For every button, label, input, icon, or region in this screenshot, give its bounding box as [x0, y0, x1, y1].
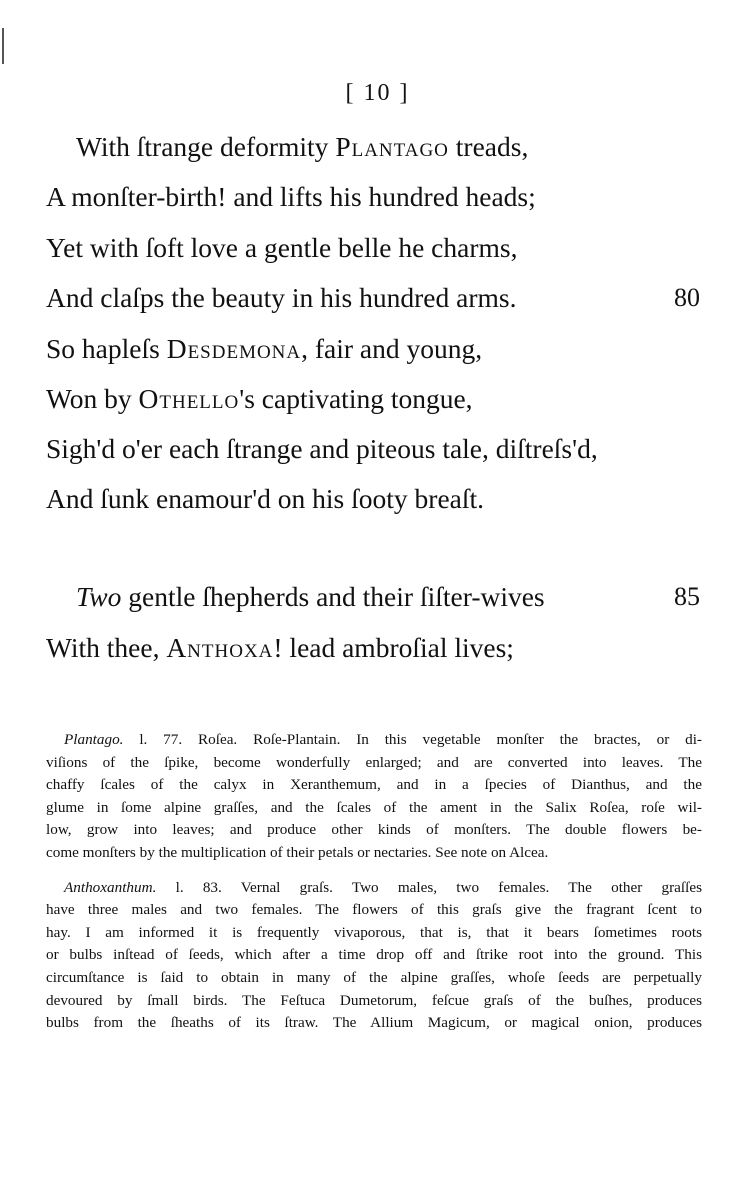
- note-line: bulbs from the ſheaths of its ſtraw. The Allium Magicum, or magical onion, produces: [46, 1014, 702, 1032]
- note-text: l. 83. Vernal graſs. Two males, two females. The other graſſes: [156, 878, 702, 896]
- note-text: l. 77. Roſea. Roſe-Plantain. In this vegetable monſter the bractes, or di-: [123, 731, 702, 748]
- verse-text: treads,: [448, 131, 529, 162]
- verse-text: 's captivating tongue,: [239, 383, 473, 414]
- verse-text: Sigh'd o'er each ſtrange and piteous tale, diſtreſs'd,: [46, 433, 598, 464]
- footnote-anthoxanthum: [46, 877, 702, 1035]
- verse-text: Won by: [46, 383, 139, 414]
- note-line: low, grow into leaves; and produce other kinds of monſters. The double flowers be-: [46, 821, 702, 839]
- verse-text: So hapleſs: [46, 333, 167, 364]
- verse-text: gentle ſhepherds and their ſiſter-wives: [121, 581, 545, 612]
- footnote-plantago: [46, 729, 702, 865]
- note-line: devoured by ſmall birds. The Feſtuca Dumetorum, feſcue graſs of the buſhes, produces: [46, 991, 702, 1009]
- note-line: [46, 729, 702, 752]
- verse-text: Yet with ſoft love a gentle belle he charms,: [46, 232, 518, 263]
- verse-line: [46, 180, 686, 214]
- margin-mark: [2, 28, 4, 64]
- line-number: 80: [674, 283, 700, 312]
- verse-text: A monſter-birth! and lifts his hundred heads;: [46, 181, 536, 212]
- verse-name: Othello: [138, 383, 240, 414]
- note-heading: Anthoxanthum.: [64, 878, 157, 896]
- verse-text: ! lead ambroſial lives;: [273, 632, 514, 663]
- verse-text: With ſtrange deformity: [76, 131, 336, 162]
- verse-text: And claſps the beauty in his hundred arms.: [46, 282, 517, 313]
- verse-line: [46, 231, 686, 265]
- verse-name: Anthoxa: [166, 632, 274, 663]
- note-line: viſions of the ſpike, become wonderfully enlarged; and are converted into leaves. The: [46, 753, 702, 771]
- verse-line: [46, 432, 686, 466]
- note-line: circumſtance is ſaid to obtain in many of the alpine graſſes, whoſe ſeeds are perpetually: [46, 968, 702, 986]
- note-line: chaffy ſcales of the calyx in Xeranthemum, and in a ſpecies of Dianthus, and the: [46, 776, 702, 794]
- verse-line: [46, 332, 686, 366]
- verse-line: [46, 382, 686, 416]
- verse-text: With thee,: [46, 632, 167, 663]
- note-line: [46, 877, 702, 900]
- footnotes: [46, 729, 702, 1047]
- verse-name: Plantago: [335, 131, 449, 162]
- note-line: or bulbs inſtead of ſeeds, which after a time drop off and ſtrike root into the ground. This: [46, 946, 702, 964]
- note-line: hay. I am informed it is frequently vivaporous, that is, that it bears ſometimes roots: [46, 923, 702, 941]
- verse-line: [76, 580, 700, 614]
- verse-line: [46, 631, 686, 665]
- page-number: [ 10 ]: [345, 80, 410, 106]
- verse-italic: Two: [76, 581, 122, 612]
- verse-line: [76, 130, 716, 164]
- note-line: glume in ſome alpine graſſes, and the ſcales of the ament in the Salix Roſea, roſe wil-: [46, 798, 702, 816]
- verse-text: And ſunk enamour'd on his ſooty breaſt.: [46, 483, 485, 514]
- verse-line: [46, 281, 700, 315]
- verse-line: [46, 482, 686, 516]
- note-line: have three males and two females. The flowers of this graſs give the fragrant ſcent to: [46, 901, 702, 919]
- note-heading: Plantago.: [64, 731, 124, 748]
- note-line: come monſters by the multiplication of their petals or nectaries. See note on Alcea.: [46, 843, 549, 861]
- verse-name: Desdemona: [166, 333, 302, 364]
- verse-text: , fair and young,: [301, 333, 483, 364]
- line-number: 85: [674, 582, 700, 611]
